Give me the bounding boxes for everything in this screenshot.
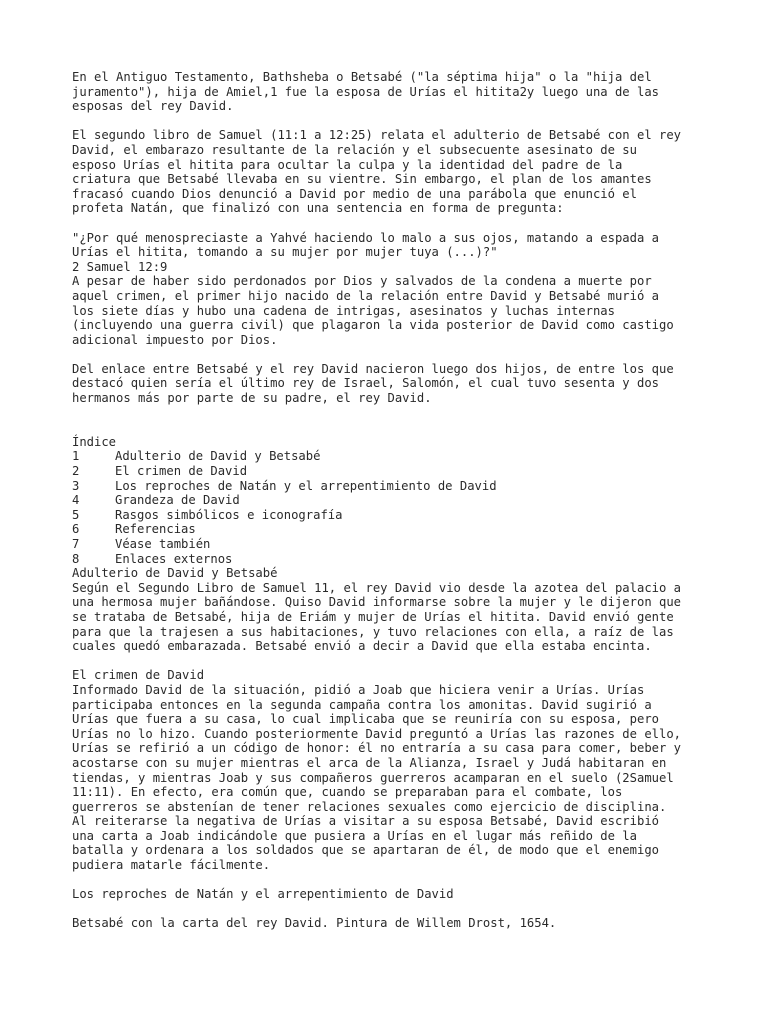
toc-item — [72, 449, 712, 464]
intro-paragraph-2: El segundo libro de Samuel (11:1 a 12:25) relata el adulterio de Betsabé con el rey David, el embarazo resultante de la relación y el subsecuente asesinato de su esposo Urías el hitita para ocultar la culpa y la identidad del padre de la criatura que Betsabé llevaba en su vientre. Sin embargo, el plan de los amantes fracasó cuando Dios denunció a David por medio de una parábola que enunció el profeta Natán, que finalizó con una sentencia en forma de pregunta: — [72, 128, 682, 216]
toc-item-label: Rasgos simbólicos e iconografía — [115, 507, 343, 522]
section-heading-reproches: Los reproches de Natán y el arrepentimiento de David — [72, 887, 454, 902]
toc-item — [72, 552, 712, 567]
toc-item-label: Adulterio de David y Betsabé — [115, 449, 321, 464]
intro-paragraph-1: En el Antiguo Testamento, Bathsheba o Betsabé ("la séptima hija" o la "hija del juramento"), hija de Amiel,1 fue la esposa de Urías el hitita2y luego una de las esposas del rey David. — [72, 70, 659, 114]
toc-item-number: 6 — [72, 522, 80, 537]
section-heading-crimen: El crimen de David — [72, 668, 205, 683]
toc-item — [72, 493, 712, 508]
toc-item-number: 1 — [72, 449, 80, 464]
toc-item-label: Véase también — [115, 537, 211, 551]
toc-list — [72, 449, 712, 566]
section-heading-adulterio: Adulterio de David y Betsabé — [72, 566, 278, 581]
toc-item-number: 5 — [72, 507, 80, 522]
toc-item-label: El crimen de David — [115, 464, 248, 479]
toc-item — [72, 508, 712, 523]
toc-item-number: 8 — [72, 551, 80, 566]
toc-item — [72, 537, 712, 552]
intro-quote: "¿Por qué menospreciaste a Yahvé haciendo lo malo a sus ojos, matando a espada a Urías el hitita, tomando a su mujer por mujer tuya (...)?" — [72, 230, 659, 260]
intro-paragraph-4: Del enlace entre Betsabé y el rey David nacieron luego dos hijos, de entre los que destacó quien sería el último rey de Israel, Salomón, el cual tuvo sesenta y dos hermanos más por parte de su padre, el rey David. — [72, 361, 674, 406]
toc-item-label: Grandeza de David — [115, 493, 240, 508]
toc-item-number: 4 — [72, 493, 80, 508]
toc-item-number: 2 — [72, 464, 80, 479]
toc-item — [72, 522, 712, 537]
section-body-adulterio: Según el Segundo Libro de Samuel 11, el rey David vio desde la azotea del palacio a una hermosa mujer bañándose. Quiso David informarse sobre la mujer y le dijeron que se trataba de Betsabé, hija de Eriám y mujer de Urías el hitita. David envió gente para que la trajesen a sus habitaciones, y tuvo relaciones con ella, a raíz de las cuales quedó embarazada. Betsabé envió a decir a David que ella estaba encinta. — [72, 580, 682, 654]
toc-item — [72, 479, 712, 494]
toc-item-label: Referencias — [115, 522, 196, 537]
section-body-crimen: Informado David de la situación, pidió a Joab que hiciera venir a Urías. Urías participaba entonces en la segunda campaña contra los amonitas. David sugirió a Urías que fuera a su casa, lo cual implicaba que se reuniría con su esposa, pero Urías no lo hizo. Cuando posteriormente David preguntó a Urías las razones de ello, Urías se refirió a un código de honor: él no entraría a su casa para comer, beber y acostarse con su mujer mientras el arca de la Alianza, Israel y Judá habitaran en tiendas, y mientras Joab y sus compañeros guerreros acamparan en el suelo (2Samuel 11:11). En efecto, era común que, cuando se preparaban para el combate, los guerreros se abstenían de tener relaciones sexuales como ejercicio de disciplina. Al reiterarse la negativa de Urías a visitar a su esposa Betsabé, David escribió una carta a Joab indicándole que pusiera a Urías en el lugar más reñido de la batalla y ordenara a los soldados que se apartaran de él, de modo que el enemigo pudiera matarle fácilmente. — [72, 682, 682, 873]
toc-item-label: Los reproches de Natán y el arrepentimiento de David — [115, 478, 497, 493]
toc-item — [72, 464, 712, 479]
spacer — [72, 420, 712, 435]
document-page — [72, 70, 712, 946]
toc-heading: Índice — [72, 434, 117, 449]
toc-item-label: Enlaces externos — [115, 551, 233, 566]
intro-paragraph-3: A pesar de haber sido perdonados por Dios y salvados de la condena a muerte por aquel crimen, el primer hijo nacido de la relación entre David y Betsabé murió a los siete días y hubo una cadena de intrigas, asesinatos y luchas internas (incluyendo una guerra civil) que plagaron la vida posterior de David como castigo adicional impuesto por Dios. — [72, 274, 674, 347]
intro-quote-reference: 2 Samuel 12:9 — [72, 259, 168, 274]
image-caption: Betsabé con la carta del rey David. Pintura de Willem Drost, 1654. — [72, 916, 557, 931]
toc-item-number: 7 — [72, 537, 80, 551]
toc-item-number: 3 — [72, 478, 80, 493]
